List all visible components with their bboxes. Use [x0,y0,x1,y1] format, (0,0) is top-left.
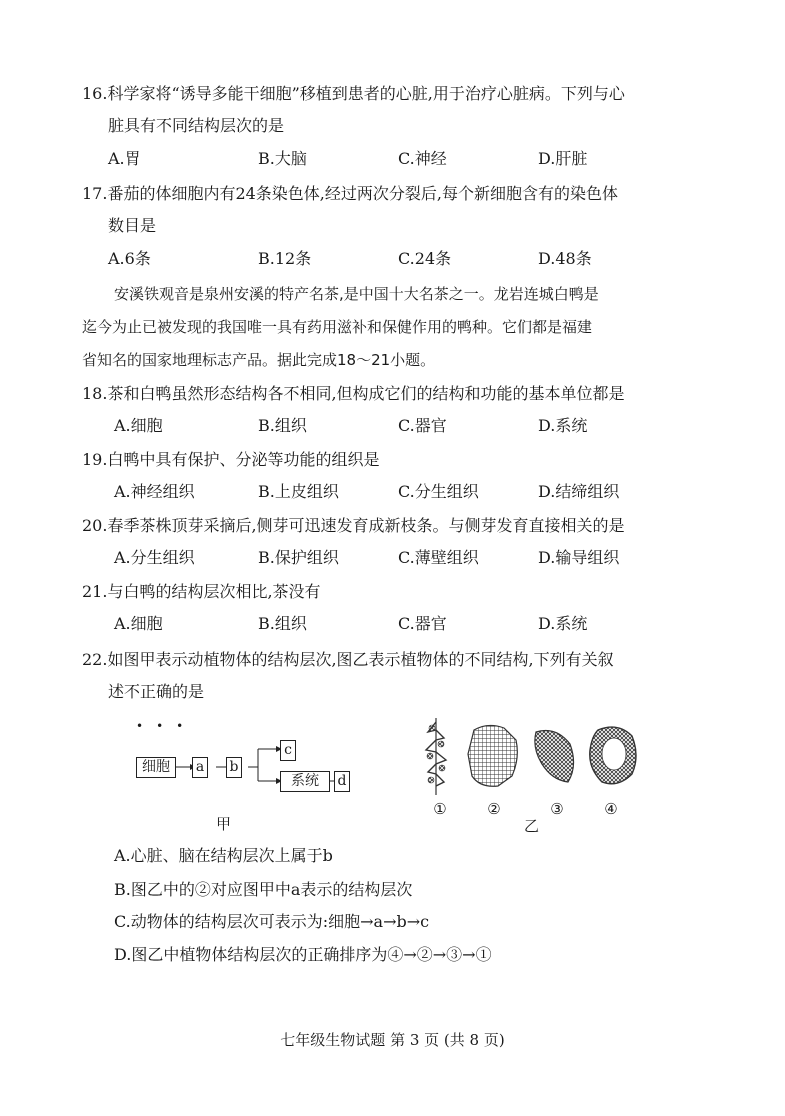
question-19-option-d: D.结缔组织 [538,482,620,501]
diagram-yi-label-1: ① [433,800,447,818]
question-20-option-b: B.保护组织 [258,548,339,567]
question-18-option-a: A.细胞 [114,416,163,435]
question-19-stem: 19.白鸭中具有保护、分泌等功能的组织是 [82,450,380,469]
diagram-box-cell: 细胞 [136,757,176,778]
diagram-yi-label-4: ④ [604,800,618,818]
question-21-option-d: D.系统 [538,614,588,633]
diagram-yi-illustrations [418,710,648,800]
question-17-option-c: C.24条 [398,249,452,268]
question-22-stem-line2: 述不正确的是 [108,682,205,701]
plant-organ-icon [535,731,574,783]
question-18-option-b: B.组织 [258,416,307,435]
plant-tissue-icon [468,725,517,786]
diagram-box-a: a [192,757,208,778]
diagram-box-system: 系统 [280,771,330,792]
page-footer: 七年级生物试题 第 3 页 (共 8 页) [280,1031,505,1049]
passage-line3: 省知名的国家地理标志产品。据此完成18～21小题。 [82,351,436,369]
question-17-stem-line2: 数目是 [108,216,157,235]
question-22-option-c: C.动物体的结构层次可表示为:细胞→a→b→c [114,912,430,931]
question-19-option-c: C.分生组织 [398,482,479,501]
question-16-option-a: A.胃 [108,149,141,168]
question-22-stem-line1: 22.如图甲表示动植物体的结构层次,图乙表示植物体的不同结构,下列有关叙 [82,650,614,669]
question-18-option-d: D.系统 [538,416,588,435]
plant-whole-icon [426,718,446,795]
question-21-option-a: A.细胞 [114,614,163,633]
question-19-option-b: B.上皮组织 [258,482,339,501]
question-17-option-d: D.48条 [538,249,592,268]
question-16-option-b: B.大脑 [258,149,307,168]
diagram-yi-caption: 乙 [524,817,540,835]
question-16-stem-line2: 脏具有不同结构层次的是 [108,116,285,135]
question-20-option-a: A.分生组织 [114,548,195,567]
question-17-option-b: B.12条 [258,249,312,268]
question-22-option-b: B.图乙中的②对应图甲中a表示的结构层次 [114,880,413,899]
question-18-option-c: C.器官 [398,416,447,435]
question-20-option-d: D.输导组织 [538,548,620,567]
question-19-option-a: A.神经组织 [114,482,195,501]
question-16-option-d: D.肝脏 [538,149,588,168]
question-21-option-b: B.组织 [258,614,307,633]
question-17-stem-line1: 17.番茄的体细胞内有24条染色体,经过两次分裂后,每个新细胞含有的染色体 [82,184,618,203]
question-22-option-d: D.图乙中植物体结构层次的正确排序为④→②→③→① [114,945,492,964]
question-20-option-c: C.薄壁组织 [398,548,479,567]
diagram-box-b: b [226,757,242,778]
question-21-stem: 21.与白鸭的结构层次相比,茶没有 [82,582,321,601]
question-21-option-c: C.器官 [398,614,447,633]
passage-line2: 迄今为止已被发现的我国唯一具有药用滋补和保健作用的鸭种。它们都是福建 [82,318,593,336]
question-17-option-a: A.6条 [108,249,151,268]
question-16-stem-line1: 16.科学家将“诱导多能干细胞”移植到患者的心脏,用于治疗心脏病。下列与心 [82,84,625,103]
diagram-yi-label-3: ③ [550,800,564,818]
diagram-box-c: c [280,740,296,761]
question-18-stem: 18.茶和白鸭虽然形态结构各不相同,但构成它们的结构和功能的基本单位都是 [82,384,625,403]
passage-line1: 安溪铁观音是泉州安溪的特产名茶,是中国十大名茶之一。龙岩连城白鸭是 [114,285,599,303]
diagram-yi-label-2: ② [487,800,501,818]
question-16-option-c: C.神经 [398,149,447,168]
emphasis-dots: ••• [136,719,197,733]
plant-cell-icon [590,727,636,784]
question-20-stem: 20.春季茶株顶芽采摘后,侧芽可迅速发育成新枝条。与侧芽发育直接相关的是 [82,516,625,535]
question-22-option-a: A.心脏、脑在结构层次上属于b [114,846,333,865]
diagram-box-d: d [334,771,350,792]
diagram-jia-caption: 甲 [216,815,232,833]
